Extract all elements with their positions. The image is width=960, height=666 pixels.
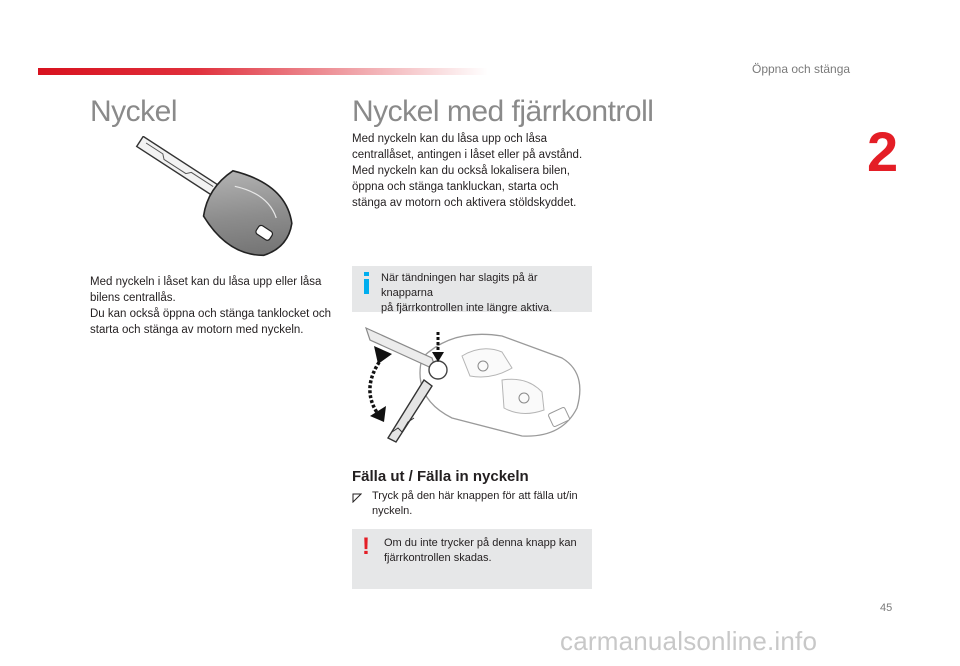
- warning-icon: !: [362, 533, 370, 560]
- page-number: 45: [880, 602, 893, 614]
- bullet-text: Tryck på den här knappen för att fälla ut/in nyckeln.: [372, 490, 578, 517]
- remote-key-illustration: [352, 318, 592, 453]
- watermark: carmanualsonline.info: [560, 626, 818, 656]
- warning-text: Om du inte trycker på denna knapp kan fjärrkontrollen skadas.: [384, 537, 577, 564]
- header-red-bar: [38, 68, 488, 75]
- chapter-number: 2: [867, 120, 899, 183]
- section-title-nyckel: Nyckel: [90, 95, 178, 128]
- subtitle-falla-ut: Fälla ut / Fälla in nyckeln: [352, 468, 529, 485]
- bullet-icon: [352, 493, 362, 503]
- section-title-fjarrkontroll: Nyckel med fjärrkontroll: [352, 95, 654, 128]
- nyckel-description: Med nyckeln i låset kan du låsa upp eller låsa bilens centrallås. Du kan också öppna och stänga tanklocket och starta och stänga av motorn med nyckeln.: [90, 276, 332, 336]
- info-icon: [362, 272, 372, 294]
- key-illustration: [118, 136, 308, 261]
- fjarrkontroll-description: Med nyckeln kan du låsa upp och låsa centrallåset, antingen i låset eller på avstånd. Med nyckeln kan du också lokalisera bilen, öppna och stänga tankluckan, starta och stänga av motorn och aktivera stöldskyddet.: [352, 133, 583, 209]
- chapter-title: Öppna och stänga: [752, 62, 851, 76]
- info-text: När tändningen har slagits på är knapparna på fjärrkontrollen inte längre aktiva.: [381, 272, 553, 314]
